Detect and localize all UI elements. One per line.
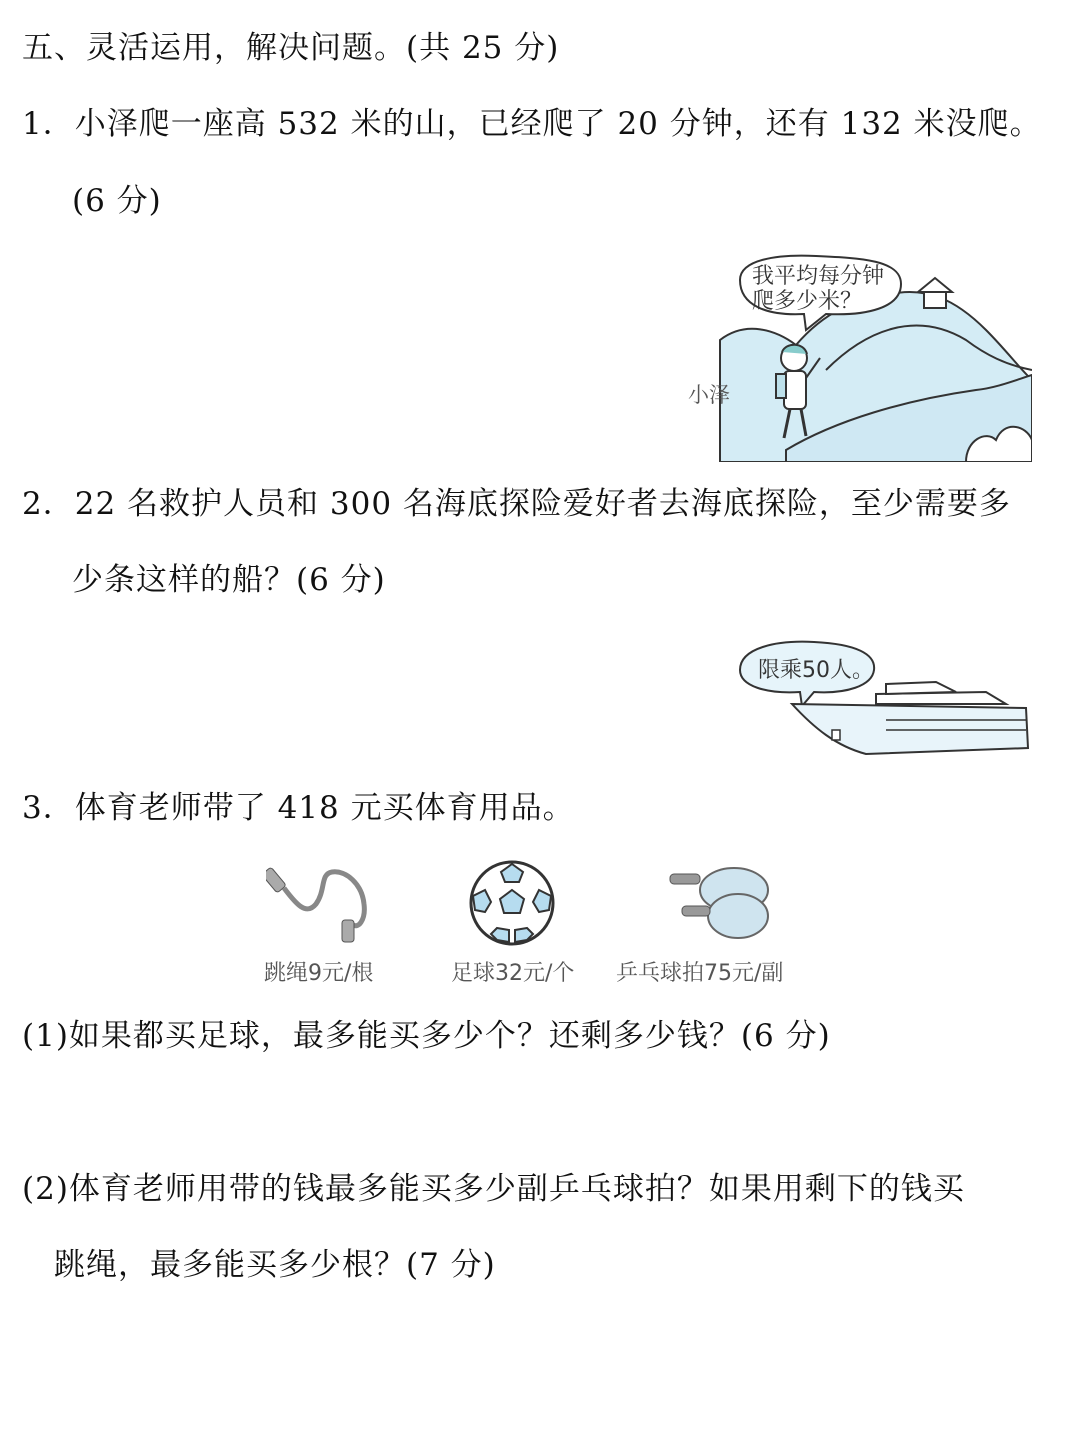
soccer-ball-icon [469, 860, 555, 946]
question-3-part-2-line-2: 跳绳，最多能买多少根？(7 分) [54, 1247, 496, 1283]
mountain-climber-illustration [686, 250, 1032, 462]
ship-bubble-text: 限乘50人。 [758, 658, 874, 683]
question-2-line-1: 2．22 名救护人员和 300 名海底探险爱好者去海底探险，至少需要多 [22, 486, 1011, 522]
question-3-part-1: (1)如果都买足球，最多能买多少个？还剩多少钱？(6 分) [22, 1018, 831, 1054]
bubble-line-1: 我平均每分钟 [752, 264, 885, 289]
ping-pong-paddle-icon [664, 862, 774, 942]
question-3-line-1: 3．体育老师带了 418 元买体育用品。 [22, 790, 575, 826]
question-2-line-2: 少条这样的船？(6 分) [72, 562, 386, 598]
cruise-ship-illustration [736, 636, 1030, 760]
bubble-line-2: 爬多少米？ [752, 289, 863, 314]
section-title: 五、灵活运用，解决问题。(共 25 分) [22, 30, 560, 66]
question-3-part-2-line-1: (2)体育老师用带的钱最多能买多少副乒乓球拍？如果用剩下的钱买 [22, 1171, 965, 1207]
soccer-ball-price: 足球32元/个 [451, 961, 575, 986]
person-label: 小泽 [688, 383, 730, 407]
ping-pong-paddle-price: 乒乓球拍75元/副 [616, 961, 784, 986]
question-1-line-1: 1．小泽爬一座高 532 米的山，已经爬了 20 分钟，还有 132 米没爬。 [22, 106, 1042, 142]
question-1-line-2: (6 分) [72, 183, 162, 219]
jump-rope-icon [266, 864, 376, 944]
jump-rope-price: 跳绳9元/根 [264, 961, 374, 986]
